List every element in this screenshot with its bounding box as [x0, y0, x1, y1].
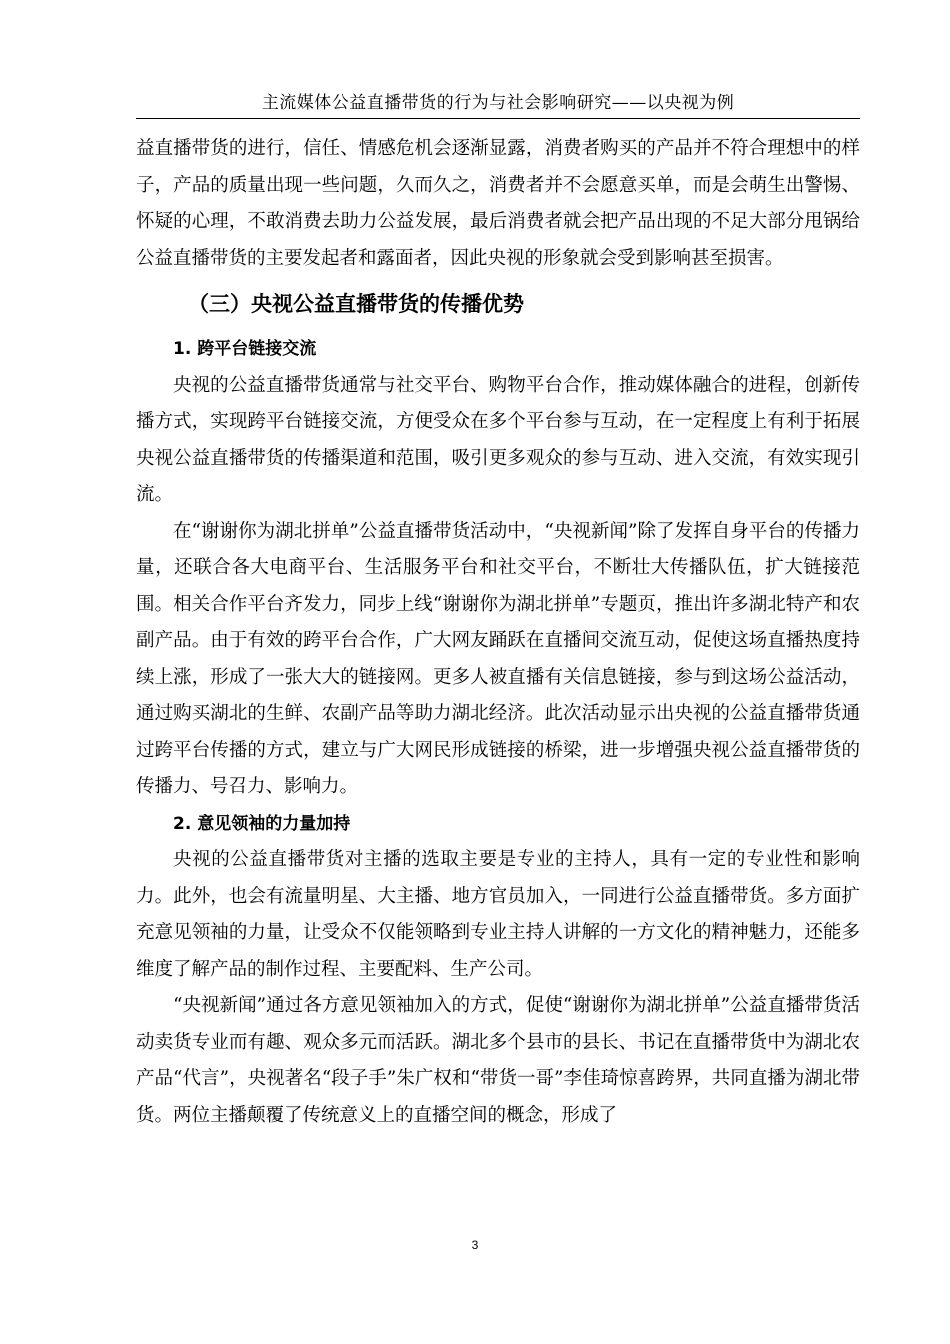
paragraph: 央视的公益直播带货对主播的选取主要是专业的主持人，具有一定的专业性和影响力。此外，也会有流量明星、大主播、地方官员加入，一同进行公益直播带货。多方面扩充意见领袖的力量，让受众不仅能领略到专业主持人讲解的一方文化的精神魅力，还能多维度了解产品的制作过程、主要配料、生产公司。	[136, 849, 860, 980]
section-heading: （三）央视公益直播带货的传播优势	[188, 292, 524, 316]
header-rule	[136, 118, 860, 119]
subsection-heading-2: 2. 意见领袖的力量加持	[173, 813, 351, 834]
subsection-heading-1: 1. 跨平台链接交流	[173, 339, 317, 359]
paragraph: 央视的公益直播带货通常与社交平台、购物平台合作，推动媒体融合的进程，创新传播方式，实现跨平台链接交流，方便受众在多个平台参与互动，在一定程度上有利于拓展央视公益直播带货的传播渠道和范围，吸引更多观众的参与互动、进入交流，有效实现引流。	[136, 374, 860, 505]
paragraph-continued: 益直播带货的进行，信任、情感危机会逐渐显露，消费者购买的产品并不符合理想中的样子，产品的质量出现一些问题，久而久之，消费者并不会愿意买单，而是会萌生出警惕、怀疑的心理，不敢消费去助力公益发展，最后消费者就会把产品出现的不足大部分甩锅给公益直播带货的主要发起者和露面者，因此央视的形象就会受到影响甚至损害。	[136, 138, 860, 269]
document-body	[136, 131, 860, 1134]
paragraph: “央视新闻”通过各方意见领袖加入的方式，促使“谢谢你为湖北拼单”公益直播带货活动卖货专业而有趣、观众多元而活跃。湖北多个县市的县长、书记在直播带货中为湖北农产品“代言”，央视著名“段子手”朱广权和“带货一哥”李佳琦惊喜跨界，共同直播为湖北带货。两位主播颠覆了传统意义上的直播空间的概念，形成了	[136, 995, 860, 1126]
running-header: 主流媒体公益直播带货的行为与社会影响研究——以央视为例	[261, 93, 735, 113]
page-number: 3	[471, 1238, 479, 1252]
paragraph: 在“谢谢你为湖北拼单”公益直播带货活动中，“央视新闻”除了发挥自身平台的传播力量，还联合各大电商平台、生活服务平台和社交平台，不断壮大传播队伍，扩大链接范围。相关合作平台齐发力，同步上线“谢谢你为湖北拼单”专题页，推出许多湖北特产和农副产品。由于有效的跨平台合作，广大网友踊跃在直播间交流互动，促使这场直播热度持续上涨，形成了一张大大的链接网。更多人被直播有关信息链接，参与到这场公益活动，通过购买湖北的生鲜、农副产品等助力湖北经济。此次活动显示出央视的公益直播带货通过跨平台传播的方式，建立与广大网民形成链接的桥梁，进一步增强央视公益直播带货的传播力、号召力、影响力。	[136, 520, 860, 797]
